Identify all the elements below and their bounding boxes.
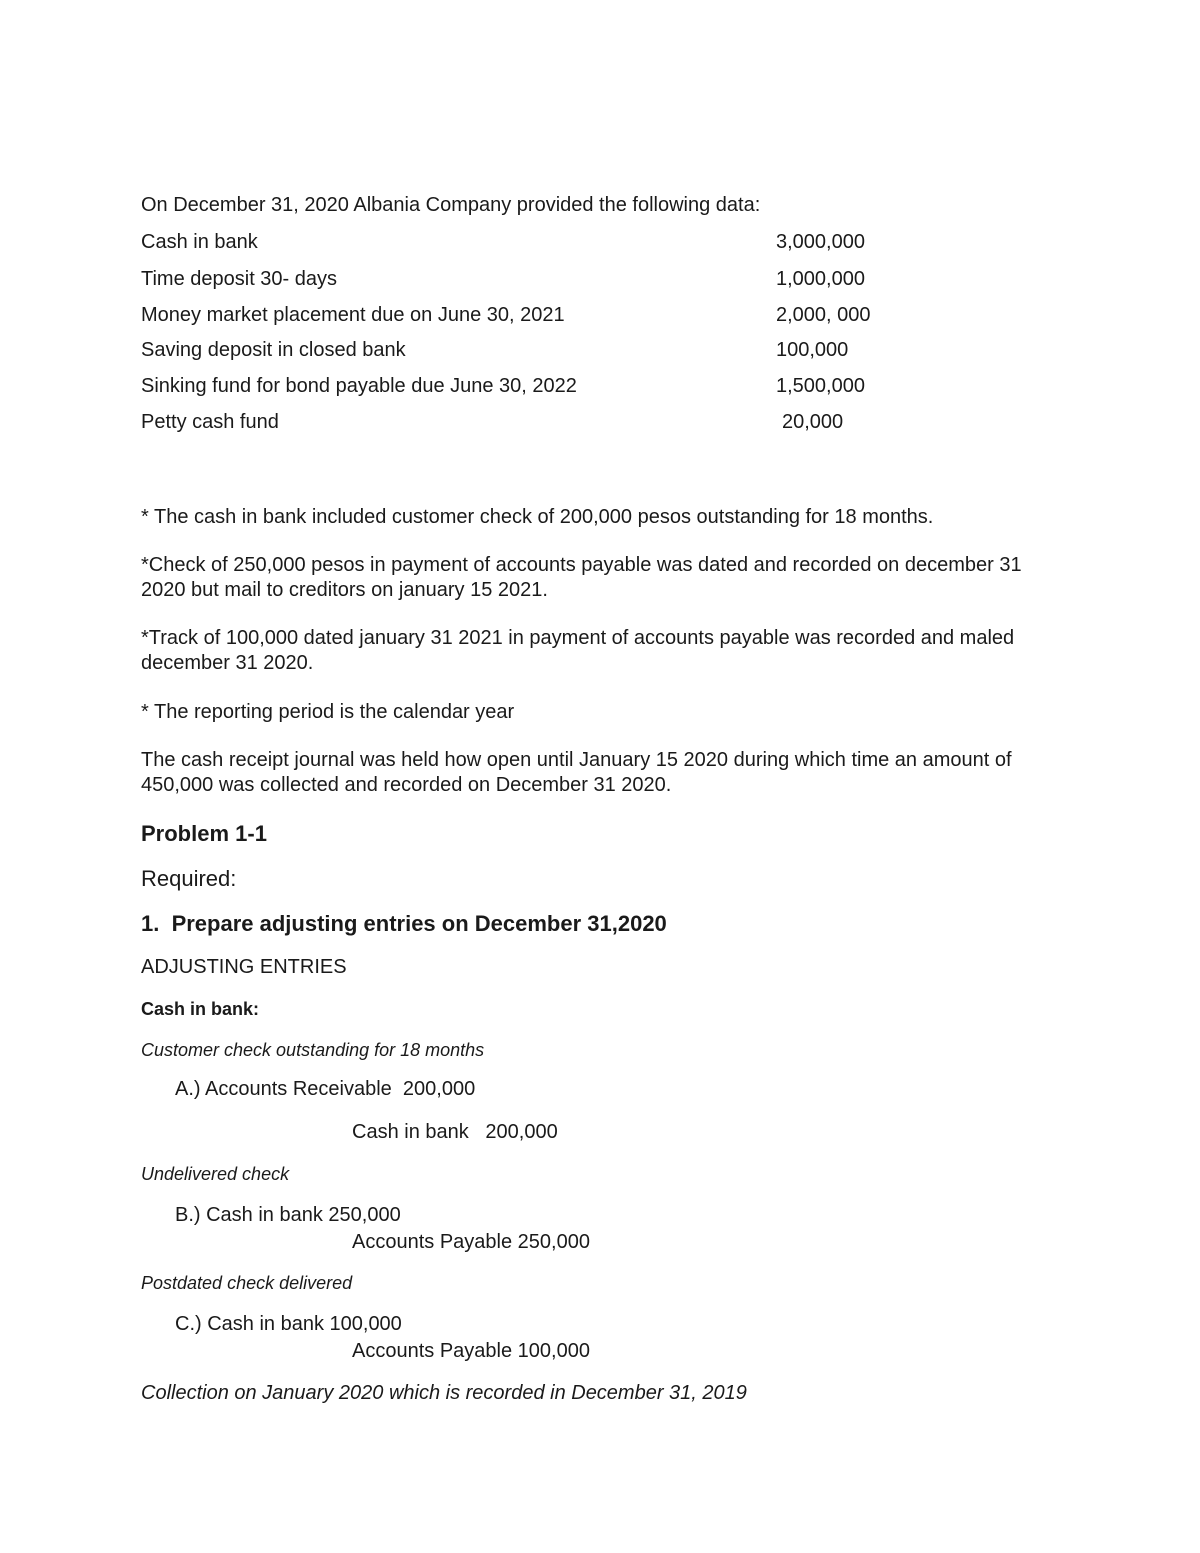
entry-debit-line: C.) Cash in bank 100,000	[175, 1313, 402, 1335]
note-paragraph: * The cash in bank included customer check of 200,000 pesos outstanding for 18 months.	[141, 506, 934, 528]
table-row-label: Sinking fund for bond payable due June 30, 2022	[141, 375, 577, 397]
cash-in-bank-heading: Cash in bank:	[141, 999, 260, 1019]
table-row-label: Cash in bank	[141, 231, 258, 253]
adjusting-entries-heading: ADJUSTING ENTRIES	[141, 956, 347, 978]
entry-caption: Customer check outstanding for 18 months	[141, 1040, 485, 1060]
table-row-label: Petty cash fund	[141, 411, 279, 433]
entry-caption: Postdated check delivered	[141, 1273, 353, 1293]
note-paragraph: *Track of 100,000 dated january 31 2021 in payment of accounts payable was recorded and maled december 31 2020.	[141, 627, 1015, 674]
table-row-value: 100,000	[776, 339, 849, 361]
entry-caption: Undelivered check	[141, 1164, 290, 1184]
entry-credit-line: Accounts Payable 100,000	[352, 1340, 590, 1362]
problem-title: Problem 1-1	[141, 821, 267, 846]
entry-debit-line: A.) Accounts Receivable 200,000	[175, 1078, 476, 1100]
entry-credit-line: Accounts Payable 250,000	[352, 1231, 590, 1253]
required-label: Required:	[141, 866, 237, 891]
table-row-label: Money market placement due on June 30, 2021	[141, 304, 565, 326]
table-row-value: 3,000,000	[776, 231, 865, 253]
requirement-item: 1. Prepare adjusting entries on December 31,2020	[141, 911, 667, 936]
table-row-value: 20,000	[782, 411, 844, 433]
table-row-value: 2,000, 000	[776, 304, 871, 326]
entry-caption: Collection on January 2020 which is recorded in December 31, 2019	[141, 1382, 747, 1404]
intro-text: On December 31, 2020 Albania Company provided the following data:	[141, 194, 761, 216]
table-row-label: Time deposit 30- days	[141, 268, 338, 290]
table-row-value: 1,500,000	[776, 375, 865, 397]
note-paragraph: * The reporting period is the calendar year	[141, 701, 515, 723]
entry-debit-line: B.) Cash in bank 250,000	[175, 1204, 401, 1226]
note-paragraph: *Check of 250,000 pesos in payment of accounts payable was dated and recorded on december 31 2020 but mail to creditors on january 15 2021.	[141, 554, 1022, 601]
entry-credit-line: Cash in bank 200,000	[352, 1121, 558, 1143]
table-row-value: 1,000,000	[776, 268, 865, 290]
note-paragraph: The cash receipt journal was held how open until January 15 2020 during which time an amount of 450,000 was collected and recorded on December 31 2020.	[141, 749, 1012, 796]
table-row-label: Saving deposit in closed bank	[141, 339, 406, 361]
